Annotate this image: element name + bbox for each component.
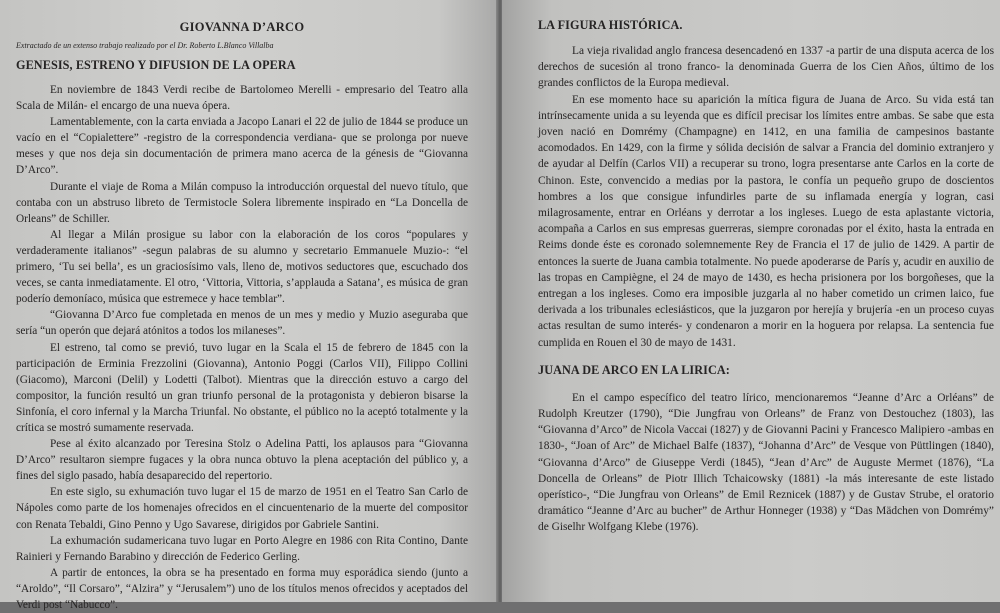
paragraph: La exhumación sudamericana tuvo lugar en Porto Alegre en 1986 con Rita Contino, Dante Rainieri y Fernando Barabino y dirección de Federico Gerling.	[16, 534, 468, 563]
section-heading-genesis: GENESIS, ESTRENO Y DIFUSION DE LA OPERA	[16, 58, 296, 72]
paragraph: En ese momento hace su aparición la mítica figura de Juana de Arco. Su vida está tan intrínsecamente unida a su leyenda que es difícil precisar los límites entre ambas. Se sabe que esta joven nació en Domrémy (Champagne) en 1412, en una familia de campesinos bastante acomodados. En 1429, con la firme y sólida decisión de salvar a Francia del dominio extranjero y de ayudar al Delfín (Carlos VII) a recuperar su trono, logra presentarse ante Carlos en la corte de Chinon. Este, convencido a medias por la pastora, le confía un pequeño grupo de doscientos hombres a los que consigue infundirles parte de su inflamada energía y logran, casi milagrosamente, entrar en Orléans y derrotar a los ingleses. Luego de esta aplastante victoria, acompaña a Carlos en sus empresas guerreras, siempre coronadas por el éxito, hasta la entrada en Reims donde éste es coronado solemnemente Rey de Francia el 17 de julio de 1429. A partir de entonces la suerte de Juana cambia totalmente. No puede apoderarse de París y, acudir en auxilio de las tropas en Campiègne, el 24 de mayo de 1430, es hecha prisionera por los borgoñeses, que la entregan a los ingleses. Como era imposible juzgarla al no haber cometido un crimen laico, fue derivada a los tribunales eclesiásticos, que la juzgaron por herejía y brujería -en un proceso cuyas actas resultan de sumo interés- y condenaron a morir en la hoguera por relapsa. La sentencia fue cumplida en Rouen el 30 de mayo de 1431.	[538, 93, 994, 349]
article-title: GIOVANNA D’ARCO	[179, 20, 305, 34]
paragraph: La vieja rivalidad anglo francesa desencadenó en 1337 -a partir de una disputa acerca de los derechos de sucesión al trono franco- la denominada Guerra de los Cien Años, último de los grandes conflictos de la Europa medieval.	[538, 45, 994, 90]
section-heading-lyric: JUANA DE ARCO EN LA LIRICA:	[538, 362, 730, 377]
paragraph: En el campo específico del teatro lírico, mencionaremos “Jeanne d’Arc a Orléans” de Rudolph Kreutzer (1790), “Die Jungfrau von Orleans” de Franz von Destouchez (1803), las “Giovanna d’Arco” de Nicola Vaccai (1827) y de Giovanni Pacini y Francesco Malipiero -ambas en 1830-, “Joan of Arc” de Michael Balfe (1837), “Johanna d’Arc” de Vesque von Püttlingen (1840), “Giovanna d’Arco” de Giuseppe Verdi (1845), “Jean d’Arc” de Auguste Mermet (1876), “La Doncella de Orleans” de Piotr Illich Tchaicowsky (1881) -la más interesante de este listado operístico-, “Die Jungfrau von Orleans” de Emil Reznicek (1887) y de Gustav Strube, el oratorio dramático “Jeanne d’Arc au bucher” de Arthur Honneger (1938) y “Das Mädchen von Domrémy” de Giselhr Wolfgang Klebe (1976).	[538, 391, 994, 534]
paragraph: “Giovanna D’Arco fue completada en menos de un mes y medio y Muzio aseguraba que sería “un operón que dejará atónitos a todos los milaneses”.	[16, 309, 468, 338]
paragraph: Al llegar a Milán prosigue su labor con la elaboración de los coros “populares y verdaderamente italianos” -segun palabras de su alumno y secretario Emmanuele Muzio-: “el primero, ‘Tu sei bella’, es un graciosísimo vals, lleno de, motivos seductores que, escuchado dos veces, se canta inmediatamente. El otro, ‘Vittoria, Vittoria, s’applauda a Satana’, es música de gran poderío demoníaco, música que estremece y hace temblar”.	[16, 228, 468, 306]
paragraph: Lamentablemente, con la carta enviada a Jacopo Lanari el 22 de julio de 1844 se produce un vacío en el “Copialettere” -registro de la correspondencia verdiana- que se prolonga por nueve meses y que nos deja sin documentación de primera mano acerca de la génesis de “Giovanna D’Arco”.	[16, 116, 468, 177]
section-heading-historical-figure: LA FIGURA HISTÓRICA.	[538, 18, 683, 32]
paragraph: A partir de entonces, la obra se ha presentado en forma muy esporádica siendo (junto a “Aroldo”, “Il Corsaro”, “Alzira” y “Jerusalem”) uno de los títulos menos ofrecidos y aceptados del Verdi post “Nabucco”.	[16, 566, 468, 611]
paragraph: Durante el viaje de Roma a Milán compuso la introducción orquestal del nuevo título, que contaba con un abstruso libreto de Termistocle Solera libremente inspirado en “La Doncella de Orleans” de Schiller.	[16, 180, 468, 225]
paragraph: En noviembre de 1843 Verdi recibe de Bartolomeo Merelli - empresario del Teatro alla Scala de Milán- el encargo de una nueva ópera.	[16, 84, 468, 113]
author-byline: Extractado de un extenso trabajo realizado por el Dr. Roberto L.Blanco Villalba	[16, 41, 274, 50]
paragraph: El estreno, tal como se previó, tuvo lugar en la Scala el 15 de febrero de 1845 con la participación de Erminia Frezzolini (Giovanna), Antonio Poggi (Carlos VII), Filippo Collini (Giacomo), Marconi (Delil) y Lodetti (Talbot). Mientras que la dirección estuvo a cargo del compositor, la función resultó un gran triunfo personal de la protagonista y debieron bisarse la Sinfonía, el coro infernal y la Marcha Triunfal. No obstante, el público no la aceptó totalmente y la crítica se mostró sumamente reservada.	[16, 341, 468, 434]
paragraph: En este siglo, su exhumación tuvo lugar el 15 de marzo de 1951 en el Teatro San Carlo de Nápoles como parte de los homenajes ofrecidos en el cincuentenario de la muerte del compositor con Renata Tebaldi, Gino Penno y Ugo Savarese, dirigidos por Gabriele Santini.	[16, 486, 468, 531]
right-page	[502, 0, 1000, 602]
left-page	[0, 0, 498, 611]
paragraph: Pese al éxito alcanzado por Teresina Stolz o Adelina Patti, los aplausos para “Giovanna D’Arco” resultaron siempre fugaces y la obra nunca obtuvo la plena aceptación del público y, a fines del siglo pasado, había desaparecido del repertorio.	[16, 438, 468, 483]
